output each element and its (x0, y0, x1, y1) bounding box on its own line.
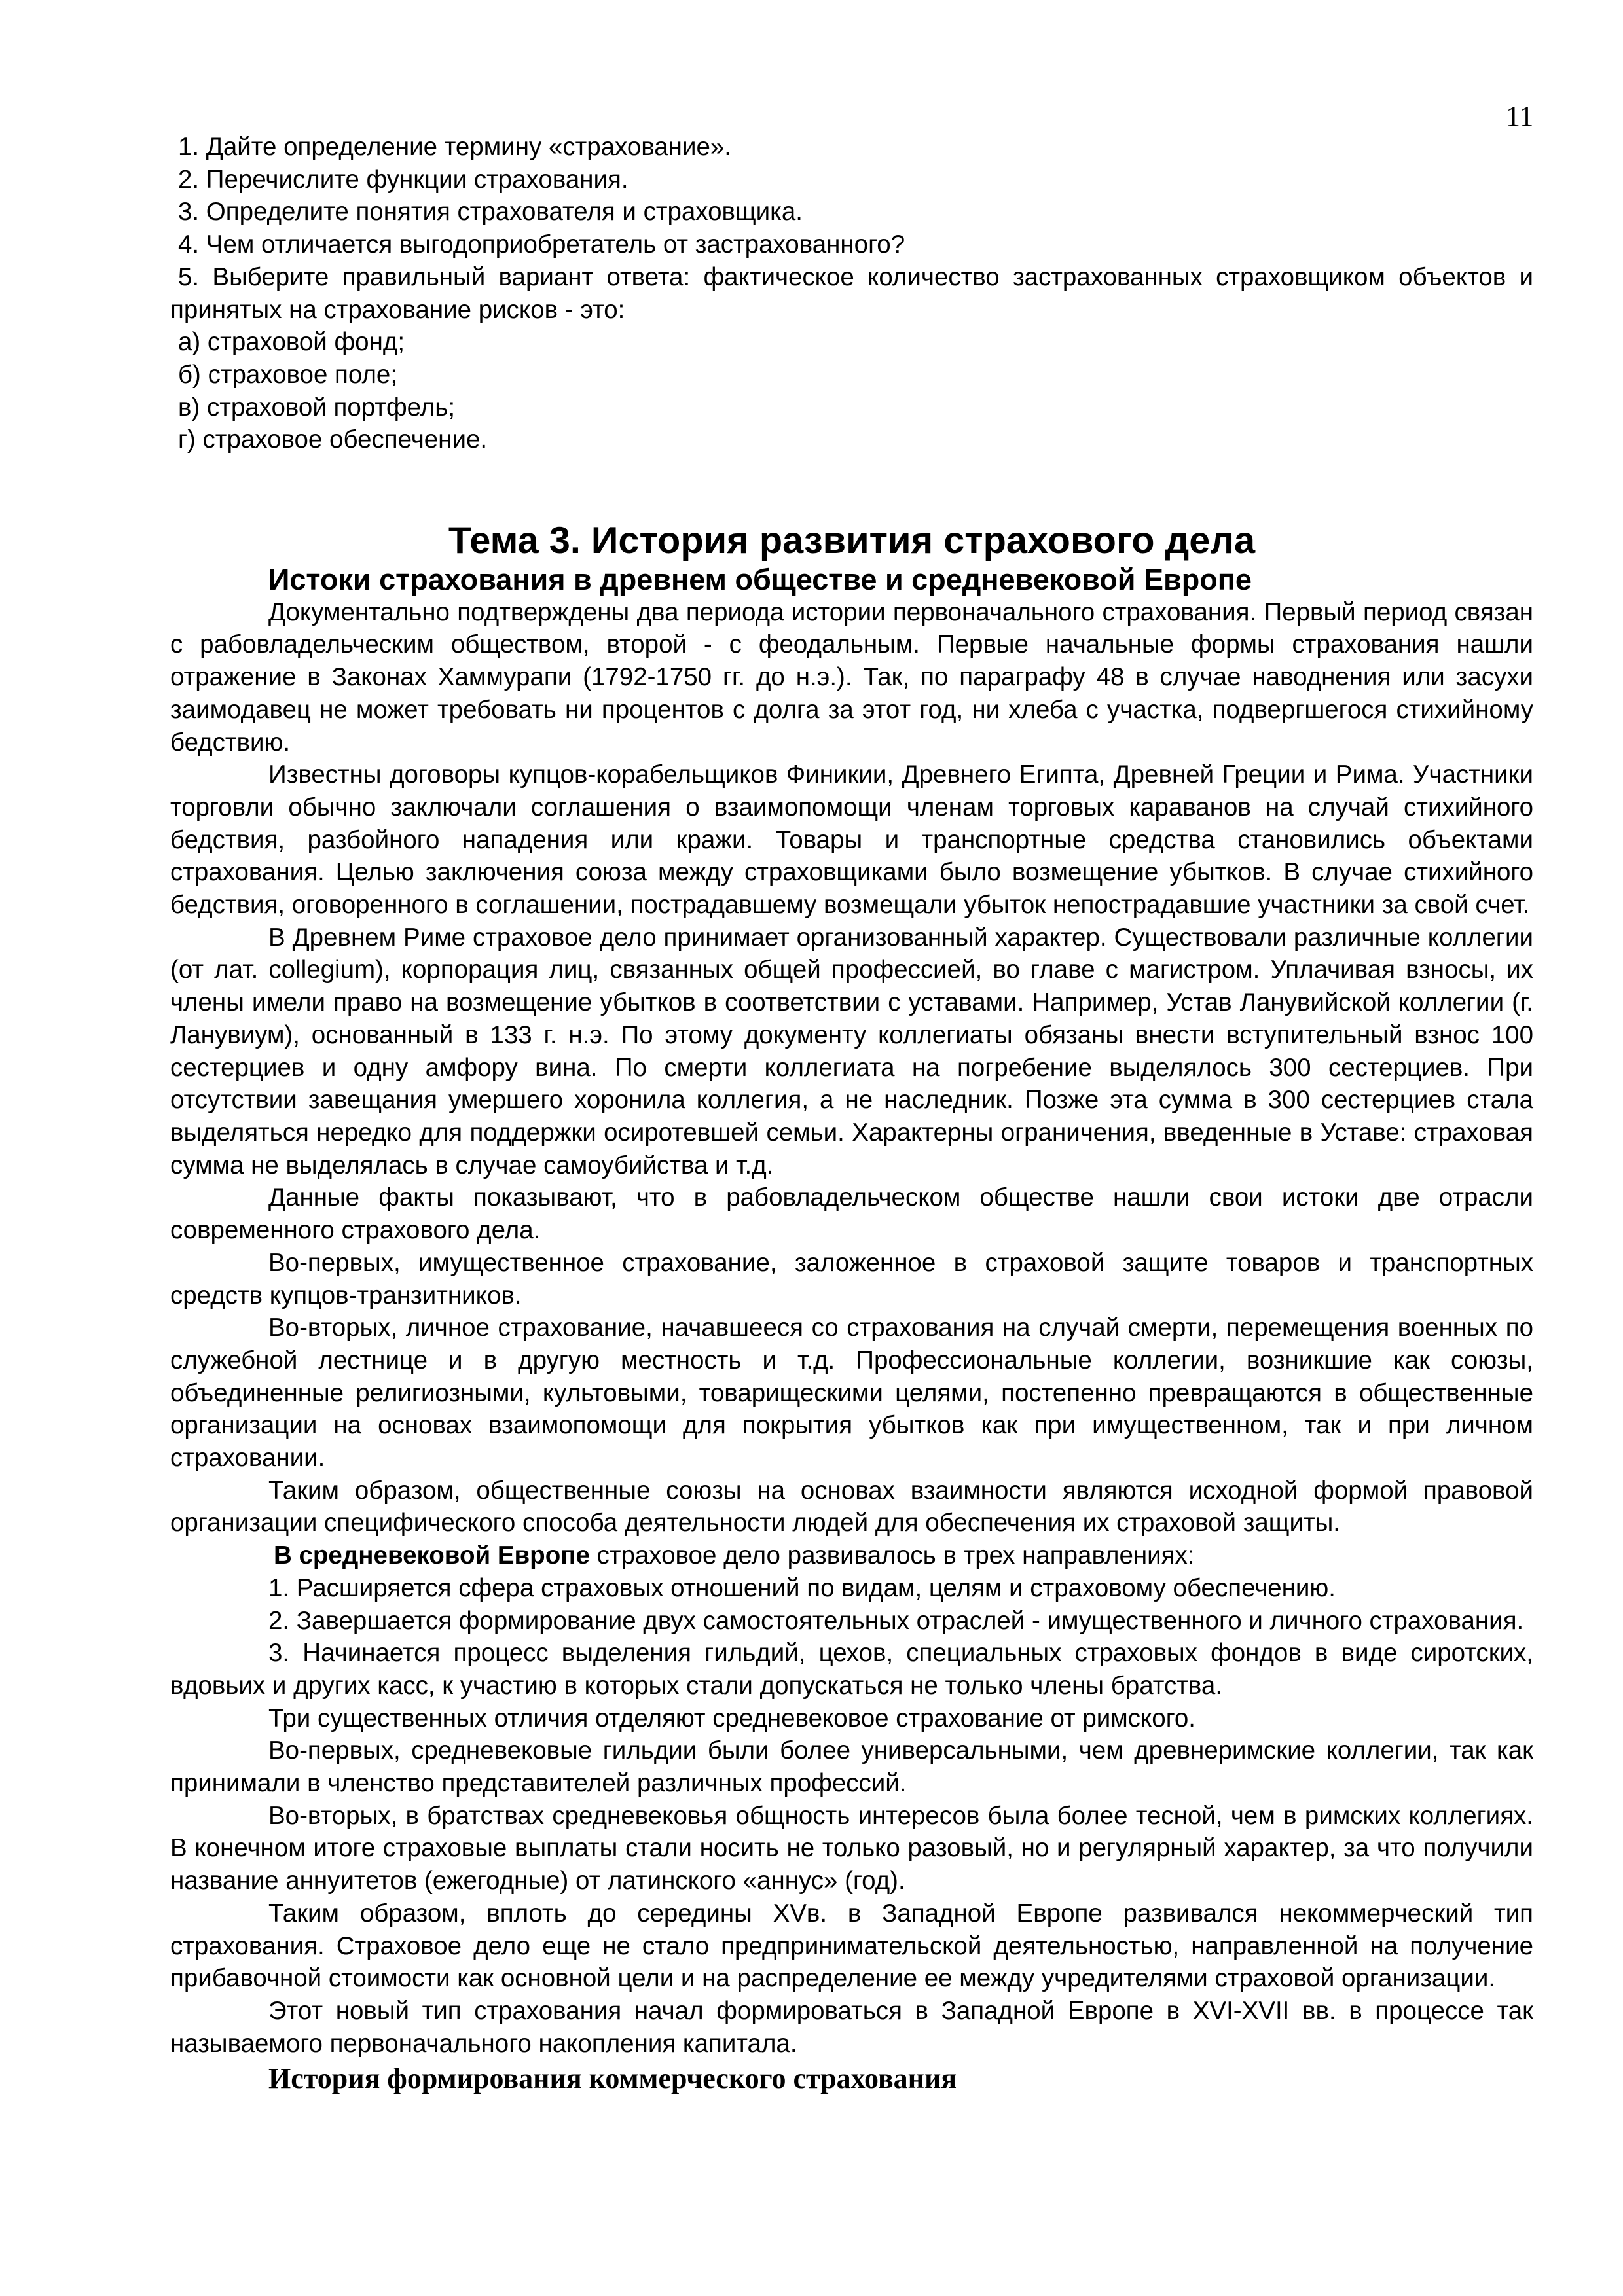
paragraph: Во-первых, средневековые гильдии были более универсальными, чем древнеримские коллегии, так как принимали в членство представителей различных профессий. (170, 1736, 1533, 1798)
page-content (170, 131, 1533, 2098)
section-origins-body (170, 596, 1533, 1539)
review-questions (170, 131, 1533, 326)
answer-option: б) страховое поле; (178, 360, 398, 389)
answer-option: г) страховое обеспечение. (178, 425, 488, 454)
paragraph: Во-вторых, личное страхование, начавшееся со страхования на случай смерти, перемещения военных по служебной лестнице и в другую местность и т.д. Профессиональные коллегии, возникшие как союзы, объединенные религиозными, культовыми, товарищескими целями, постепенно превращаются в общественные организации на основах взаимопомощи для покрытия убытков как при имущественном, так и при личном страховании. (170, 1314, 1533, 1473)
paragraph: Три существенных отличия отделяют средневековое страхование от римского. (268, 1704, 1196, 1732)
page-number: 11 (1506, 100, 1534, 132)
question-item: 4. Чем отличается выгодоприобретатель от застрахованного? (178, 230, 905, 259)
paragraph: 1. Расширяется сфера страховых отношений по видам, целям и страховому обеспечению. (268, 1573, 1336, 1602)
medieval-lead-bold: В средневековой Европе (274, 1541, 590, 1570)
paragraph: В Древнем Риме страховое дело принимает организованный характер. Существовали различные коллегии (от лат. collegium), корпорация лиц, связанных общей профессией, во главе с магистром. Уплачивая взносы, их члены имели право на возмещение убытков в соответствии с уставами. Например, Устав Ланувийской коллегии (г. Ланувиум), основанный в 133 г. н.э. По этому документу коллегиаты обязаны внести вступительный взнос 100 сестерциев и одну амфору вина. По смерти коллегиата на погребение выделялось 300 сестерциев. При отсутствии завещания умершего хоронила коллегия, а не наследник. Позже эта сумма в 300 сестерциев стала выделяться нередко для поддержки осиротевшей семьи. Характерны ограничения, введенные в Уставе: страховая сумма не выделялась в случае самоубийства и т.д. (170, 923, 1533, 1179)
paragraph: Документально подтверждены два периода истории первоначального страхования. Первый период связан с рабовладельческим обществом, второй - с феодальным. Первые начальные формы страхования нашли отражение в Законах Хаммурапи (1792-1750 гг. до н.э.). Так, по параграфу 48 в случае наводнения или засухи заимодавец не может требовать ни процентов с долга за этот год, ни хлеба с участка, подвергшегося стихийному бедствию. (170, 598, 1533, 757)
answer-option: в) страховой портфель; (178, 393, 456, 422)
paragraph: Данные факты показывают, что в рабовладельческом обществе нашли свои истоки две отрасли современного страхового дела. (170, 1183, 1533, 1245)
paragraph: 3. Начинается процесс выделения гильдий, цехов, специальных страховых фондов в виде сиротских, вдовьих и других касс, к участию в которых стали допускаться не только члены братства. (170, 1639, 1533, 1700)
paragraph: Известны договоры купцов-корабельщиков Финикии, Древнего Египта, Древней Греции и Рима. Участники торговли обычно заключали соглашения о взаимопомощи членам торговых караванов на случай стихийного бедствия, разбойного нападения или кражи. Товары и транспортные средства становились объектами страхования. Целью заключения союза между страховщиками было возмещение убытков. В случае стихийного бедствия, оговоренного в соглашении, пострадавшему возмещали убыток непострадавшие участники за свой счет. (170, 761, 1533, 920)
medieval-lead-paragraph (170, 1539, 1533, 1572)
paragraph: Во-первых, имущественное страхование, заложенное в страховой защите товаров и транспортных средств купцов-транзитников. (170, 1248, 1533, 1310)
question-item: 2. Перечислите функции страхования. (178, 165, 629, 194)
question-item: 1. Дайте определение термину «страхование». (178, 133, 731, 161)
paragraph: Таким образом, общественные союзы на основах взаимности являются исходной формой правовой организации специфического способа деятельности людей для обеспечения их страховой защиты. (170, 1476, 1533, 1537)
section-heading-origins: Истоки страхования в древнем обществе и средневековой Европе (268, 563, 1252, 597)
question-item: 5. Выберите правильный вариант ответа: фактическое количество застрахованных страховщиком объектов и принятых на страхование рисков - это: (170, 262, 1533, 324)
question-item: 3. Определите понятия страхователя и страховщика. (178, 198, 803, 226)
topic-title: Тема 3. История развития страхового дела (448, 520, 1256, 562)
section-medieval-body (170, 1539, 1533, 2060)
paragraph: Во-вторых, в братствах средневековья общность интересов была более тесной, чем в римских коллегиях. В конечном итоге страховые выплаты стали носить не только разовый, но и регулярный характер, за что получили название аннуитетов (ежегодные) от латинского «аннус» (год). (170, 1801, 1533, 1895)
answer-option: а) страховой фонд; (178, 328, 405, 357)
medieval-lead-rest: страховое дело развивалось в трех направлениях: (589, 1541, 1195, 1570)
paragraph: Этот новый тип страхования начал формироваться в Западной Европе в XVI-XVII вв. в процессе так называемого первоначального накопления капитала. (170, 1996, 1533, 2058)
paragraph: 2. Завершается формирование двух самостоятельных отраслей - имущественного и личного страхования. (268, 1606, 1524, 1635)
paragraph: Таким образом, вплоть до середины XVв. в Западной Европе развивался некоммерческий тип страхования. Страховое дело еще не стало предпринимательской деятельностью, направленной на получение прибавочной стоимости как основной цели и на распределение ее между учредителями страховой организации. (170, 1899, 1533, 1993)
answer-options (170, 326, 1533, 456)
section-heading-commercial: История формирования коммерческого страхования (268, 2062, 957, 2095)
